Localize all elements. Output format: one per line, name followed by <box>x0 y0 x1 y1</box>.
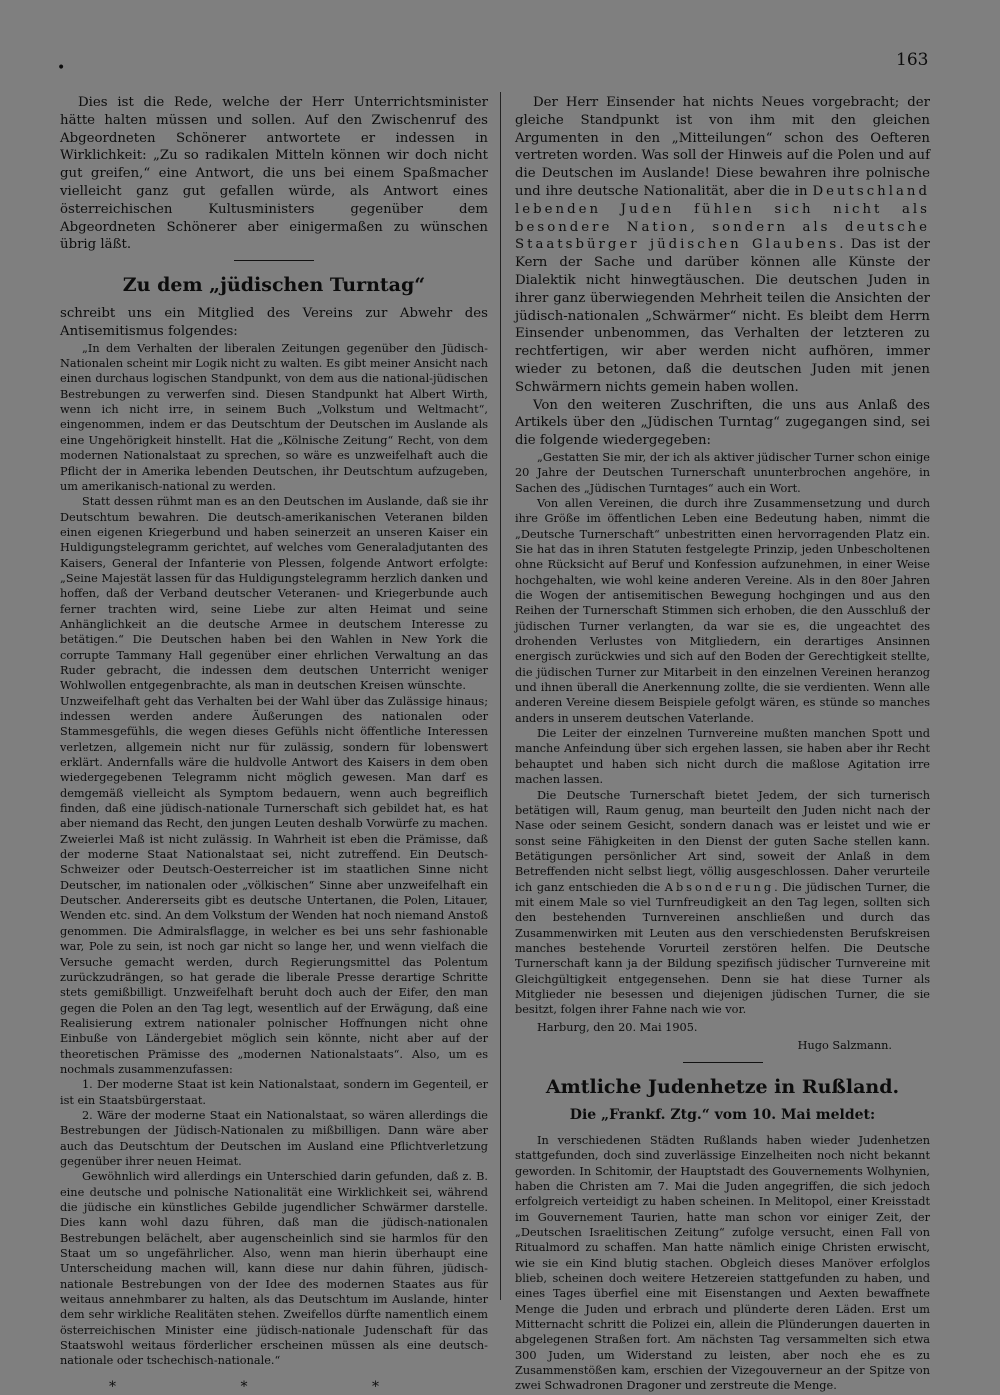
right-column <box>515 94 930 1394</box>
letter-list-item: 2. Wäre der moderne Staat ein Nationalstaat, so wären allerdings die Bestrebungen der Jüdisch-Nationalen zu mißbilligen. Dann wäre aber auch das Deutschtum der Deutschen im Ausland eine Pflichtverletzung gegenüber ihrer neuen Heimat. <box>60 1108 488 1168</box>
letter-emphasis: Absonderung <box>664 880 775 894</box>
letter-paragraph: Unzweifelhaft geht das Verhalten bei der Wahl über das Zulässige hinaus; indessen werden andere Äußerungen des nationalen oder Stammesgefühls, die wegen dieses Gefühls nicht öffentliche Interessen verletzen, allgemein nicht nur für zulässig, sondern für lobenswert erklärt. Andernfalls wäre die huldvolle Antwort des Kaisers in dem oben wiedergegebenen Telegramm nicht möglich gewesen. Man darf es demgemäß vielleicht als Symptom bedauern, wenn auch begreiflich finden, daß eine jüdisch-nationale Turnerschaft sich gebildet hat, es hat aber niemand das Recht, den jungen Leuten deshalb Vorwürfe zu machen. Zweierlei Maß ist nicht zulässig. In Wahrheit ist eben die Prämisse, daß der moderne Staat Nationalstaat sei, nicht zutreffend. Ein Deutsch-Schweizer oder Deutsch-Oesterreicher ist im staatlichen Sinne nicht Deutscher, im nationalen oder „völkischen“ Sinne aber unzweifelhaft ein Deutscher. Andererseits gibt es deutsche Untertanen, die Polen, Litauer, Wenden etc. sind. An dem Volkstum der Wenden hat noch niemand Anstoß genommen. Die Admiralsflagge, in welcher es bei uns sehr fashionable war, Pole zu sein, ist noch gar nicht so lange her, und wenn vielfach die Versuche gemacht werden, durch Regierungsmittel das Polentum zurückzudrängen, so hat gerade die liberale Presse derartige Schritte stets gemißbilligt. Unzweifelhaft beruht doch auch der Eifer, den man gegen die Polen an den Tag legt, wesentlich auf der Erwägung, daß eine Realisierung extrem nationaler polnischer Hoffnungen nicht ohne Einbuße von Ländergebiet möglich sein könnte, nicht aber auf der theoretischen Prämisse des „modernen Nationalstaats“. Also, um es nochmals zusammenzufassen: <box>60 694 488 1076</box>
page-number: 163 <box>896 50 929 70</box>
left-column <box>60 94 488 1395</box>
letter-paragraph: Von allen Vereinen, die durch ihre Zusammensetzung und durch ihre Größe im öffentlichen Leben eine Bedeutung haben, nimmt die „Deutsche Turnerschaft“ unbestritten einen hervorragenden Platz ein. Sie hat das in ihren Statuten festgelegte Prinzip, jeden Unbescholtenen ohne Rücksicht auf Beruf und Konfession aufzunehmen, in einer Weise hochgehalten, wie wohl keine anderen Vereine. Als in den 80er Jahren die Wogen der antisemitischen Bewegung hochgingen und aus den Reihen der Turnerschaft Stimmen sich erhoben, die den Ausschluß der jüdischen Turner verlangten, da war sie es, die ungeachtet des drohenden Verlustes von Mitgliedern, ein derartiges Ansinnen energisch zurückwies und sich auf den Boden der Gerechtigkeit stellte, die jüdischen Turner zur Mitarbeit in den einzelnen Vereinen heranzog und ihnen überall die Anerkennung zollte, die sie verdienten. Wenn alle anderen Vereine diesem Beispiele gefolgt wären, es stünde so manches anders in unserem deutschen Vaterlande. <box>515 496 930 725</box>
editor-reply <box>515 94 930 397</box>
signoff-place: Harburg, den 20. Mai 1905. <box>537 1020 698 1034</box>
asterisk-divider: * * * <box>109 1378 439 1395</box>
column-rule <box>500 92 501 1300</box>
opening-paragraph: Dies ist die Rede, welche der Herr Unterrichtsminister hätte halten müssen und sollen. Auf den Zwischenruf des Abgeordneten Schönerer antwortete er indessen in Wirklichkeit: „Zu so radikalen Mitteln können wir doch nicht gut greifen,“ eine Antwort, die uns bei einem Spaßmacher vielleicht ganz gut gefallen würde, als Antwort eines österreichischen Kultusministers gegenüber dem Abgeordneten Schönerer aber einigermaßen zu wünschen übrig läßt. <box>60 95 488 253</box>
reply-text: . Das ist der Kern der Sache und darüber können alle Künste der Dialektik nicht hinwegtäuschen. Die deutschen Juden in ihrer ganz überwiegenden Mehrheit teilen die Ansichten der jüdisch-nationalen „Schwärmer“ nicht. Es bleibt dem Herrn Einsender unbenommen, das Verhalten der letzteren zu rechtfertigen, wir aber werden nicht aufhören, immer wieder zu betonen, daß die deutschen Juden mit jenen Schwärmern nichts gemein haben wollen. <box>515 237 931 395</box>
reply-emphasis: Deutschland lebenden Juden fühlen sich nicht als besondere Nation, sondern als deutsche Staatsbürger jüdischen Glaubens <box>515 183 930 253</box>
article-heading: Zu dem „jüdischen Turntag“ <box>122 274 426 297</box>
letter-text: Die Deutsche Turnerschaft bietet Jedem, der sich turnerisch betätigen will, Raum genug, man beurteilt den Juden nicht nach der Nase oder seinem Gesicht, sondern danach was er leistet und wie er sonst seine Fähigkeiten in den Dienst der guten Sache stellen kann. Betätigungen persönlicher Art sind, soweit der Anlaß in dem Betreffenden nicht selbst liegt, völlig ausgeschlossen. Daher verurteile ich ganz entschieden die <box>515 788 930 894</box>
signoff <box>515 1020 930 1052</box>
letter-paragraph: Gewöhnlich wird allerdings ein Unterschied darin gefunden, daß z. B. eine deutsche und polnische Nationalität eine Wirklichkeit sei, während die jüdische ein künstliches Gebilde jugendlicher Schwärmer darstelle. Dies kann wohl dazu führen, daß man die jüdisch-nationalen Bestrebungen belächelt, aber augenscheinlich sind sie harmlos für den Staat um so ungefährlicher. Also, wenn man hierin überhaupt eine Unterscheidung machen will, kann diese nur dahin führen, jüdisch-nationale Bestrebungen von der Idee des modernen Staates aus für weitaus annehmbarer zu halten, als das Deutschtum im Auslande, hinter dem sehr wirkliche Realitäten stehen. Zweifellos dürfte namentlich einem österreichischen Minister eine jüdisch-nationale Judenschaft für das Staatswohl weitaus förderlicher erscheinen müssen als eine deutsch-nationale oder tschechisch-nationale.“ <box>60 1170 488 1368</box>
letter-paragraph: Statt dessen rühmt man es an den Deutschen im Auslande, daß sie ihr Deutschtum bewahren. Die deutsch-amerikanischen Veteranen bilden einen eigenen Kriegerbund und haben seinerzeit an unseren Kaiser ein Huldigungstelegramm gerichtet, auf welches vom Generaladjutanten des Kaisers, General der Infanterie von Plessen, folgende Antwort erfolgte: „Seine Majestät lassen für das Huldigungstelegramm herzlich danken und hoffen, daß der Verband deutscher Veteranen- und Kriegerbunde auch ferner trachten wird, seine Liebe zur alten Heimat und seine Anhänglichkeit an die deutsche Armee in deutschem Interesse zu betätigen.“ Die Deutschen haben bei den Wahlen in New York die corrupte Tammany Hall gegenüber einer ehrlichen Verwaltung an das Ruder gebracht, die indessen dem deutschen Unterricht weniger Wohlwollen entgegenbrachte, als man in deutschen Kreisen wünschte. <box>60 495 488 693</box>
section-divider <box>683 1062 763 1063</box>
signoff-author: Hugo Salzmann. <box>797 1038 892 1052</box>
margin-dot: • <box>57 60 66 76</box>
letter-text: . Die jüdischen Turner, die mit einem Male so viel Turnfreudigkeit an den Tag legen, sollten sich den bestehenden Turnvereinen anschließen und durch das Zusammenwirken mit Leuten aus den verschiedensten Berufskreisen manches bestehende Vorurteil zerstören helfen. Die Deutsche Turnerschaft kann ja der Bildung spezifisch jüdischer Turnvereine mit Gleichgültigkeit entgegensehen. Denn sie hat diese Turner als Mitglieder nie besessen und diejenigen jüdischen Turner, die sie besitzt, folgen ihrer Fahne nach wie vor. <box>515 880 931 1017</box>
letter-paragraph <box>515 788 930 1018</box>
letter-list-item: 1. Der moderne Staat ist kein Nationalstaat, sondern im Gegenteil, er ist ein Staatsbürgerstaat. <box>60 1078 488 1107</box>
article-heading: Amtliche Judenhetze in Rußland. <box>545 1075 900 1098</box>
letter-paragraph: Die Leiter der einzelnen Turnvereine mußten manchen Spott und manche Anfeindung über sich ergehen lassen, sie haben aber ihr Recht behauptet und haben sich nicht durch die maßlose Agitation irre machen lassen. <box>515 727 930 787</box>
transition-paragraph: Von den weiteren Zuschriften, die uns aus Anlaß des Artikels über den „Jüdischen Turntag“ zugegangen sind, sei die folgende wiedergegeben: <box>515 397 930 449</box>
section-divider <box>234 260 314 261</box>
reply-text: Der Herr Einsender hat nichts Neues vorgebracht; der gleiche Standpunkt ist von ihm mit den gleichen Argumenten in den „Mitteilungen“ schon des Oefteren vertreten worden. Was soll der Hinweis auf die Polen und auf die Deutschen im Auslande! Diese bewahren ihre polnische und ihre deutsche Nationalität, aber die in <box>515 95 930 199</box>
letter-paragraph: „In dem Verhalten der liberalen Zeitungen gegenüber den Jüdisch-Nationalen scheint mir Logik nicht zu walten. Es gibt meiner Ansicht nach einen durchaus logischen Standpunkt, von dem aus die national-jüdischen Bestrebungen zu verwerfen sind. Diesen Standpunkt hat Albert Wirth, wenn ich nicht irre, in seinem Buch „Volkstum und Weltmacht“, eingenommen, indem er das Deutschtum der Deutschen im Auslande als eine Ungehörigkeit hinstellt. Hat die „Kölnische Zeitung“ Recht, von dem modernen Nationalstaat zu sprechen, so wäre es unzweifelhaft auch die Pflicht der in Amerika lebenden Deutschen, ihr Deutschtum aufzugeben, um amerikanisch-national zu werden. <box>60 341 488 493</box>
letter-paragraph: „Gestatten Sie mir, der ich als aktiver jüdischer Turner schon einige 20 Jahre der Deutschen Turnerschaft ununterbrochen angehöre, in Sachen des „Jüdischen Turntages“ auch ein Wort. <box>515 450 930 495</box>
report-paragraph: In verschiedenen Städten Rußlands haben wieder Judenhetzen stattgefunden, doch sind zuverlässige Einzelheiten noch nicht bekannt geworden. In Schitomir, der Hauptstadt des Gouvernements Wolhynien, haben die Christen am 7. Mai die Juden angegriffen, die sich jedoch erfolgreich verteidigt zu haben scheinen. In Melitopol, einer Kreisstadt im Gouvernement Taurien, hatte man schon vor einiger Zeit, der „Deutschen Israelitischen Zeitung“ zufolge versucht, einen Fall von Ritualmord zu schaffen. Man hatte nämlich einige Christen erwischt, wie sie ein Kind blutig stachen. Obgleich dieses Manöver erfolglos blieb, scheinen doch weitere Hetzereien stattgefunden zu haben, und eines Tages überfiel eine mit Eisenstangen und Aexten bewaffnete Menge die Juden und erbrach und plünderte deren Läden. Erst um Mitternacht schritt die Polizei ein, allein die Plünderungen dauerten in abgelegenen Straßen fort. Am nächsten Tag versammelten sich etwa 300 Juden, um Widerstand zu leisten, aber noch ehe es zu Zusammenstößen kam, erschien der Vizegouverneur an der Spitze von zwei Schwadronen Dragoner und zerstreute die Menge. <box>515 1133 930 1393</box>
article-subheading: Die „Frankf. Ztg.“ vom 10. Mai meldet: <box>569 1106 876 1123</box>
article-intro: schreibt uns ein Mitglied des Vereins zur Abwehr des Antisemitismus folgendes: <box>60 306 488 339</box>
